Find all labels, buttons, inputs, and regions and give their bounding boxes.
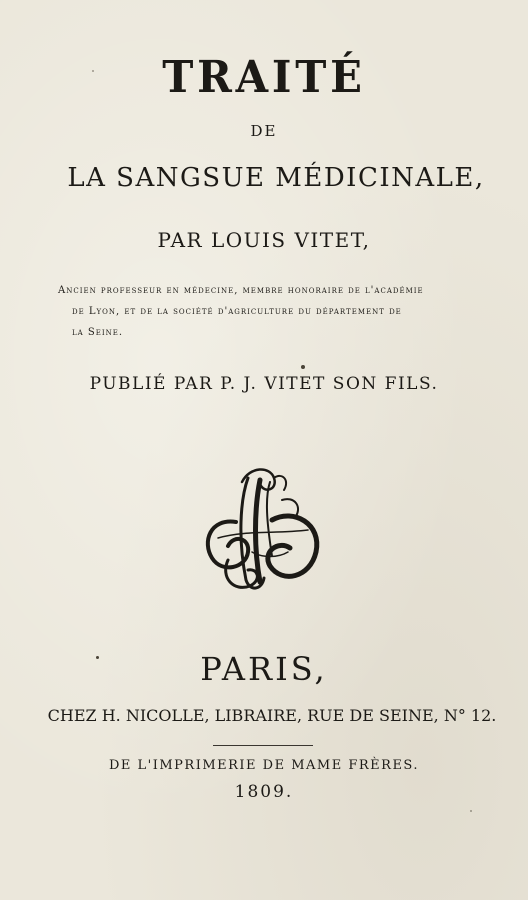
monogram-icon bbox=[198, 460, 328, 600]
publisher-note: PUBLIÉ PAR P. J. VITET SON FILS. bbox=[89, 374, 439, 394]
author-description-line: la Seine. bbox=[72, 327, 124, 338]
divider-rule bbox=[213, 745, 313, 746]
printer-line: DE L'IMPRIMERIE DE MAME FRÈRES. bbox=[108, 758, 420, 773]
publication-city: PARIS, bbox=[200, 650, 328, 688]
book-title: TRAITÉ bbox=[162, 52, 366, 103]
author-description-line: Ancien professeur en médecine, membre honoraire de l'académie bbox=[58, 285, 424, 296]
author-line: PAR LOUIS VITET, bbox=[157, 228, 371, 252]
publication-year: 1809. bbox=[234, 782, 294, 802]
bookseller-line: CHEZ H. NICOLLE, LIBRAIRE, RUE DE SEINE, N° 12. bbox=[47, 706, 497, 725]
author-description-line: de Lyon, et de la société d'agriculture du département de bbox=[72, 306, 402, 317]
paper-speck bbox=[92, 70, 94, 72]
title-connector: DE bbox=[250, 122, 278, 140]
book-subtitle: LA SANGSUE MÉDICINALE, bbox=[67, 163, 485, 193]
paper-speck bbox=[470, 810, 472, 812]
paper-speck bbox=[96, 656, 99, 659]
paper-speck bbox=[301, 365, 305, 369]
